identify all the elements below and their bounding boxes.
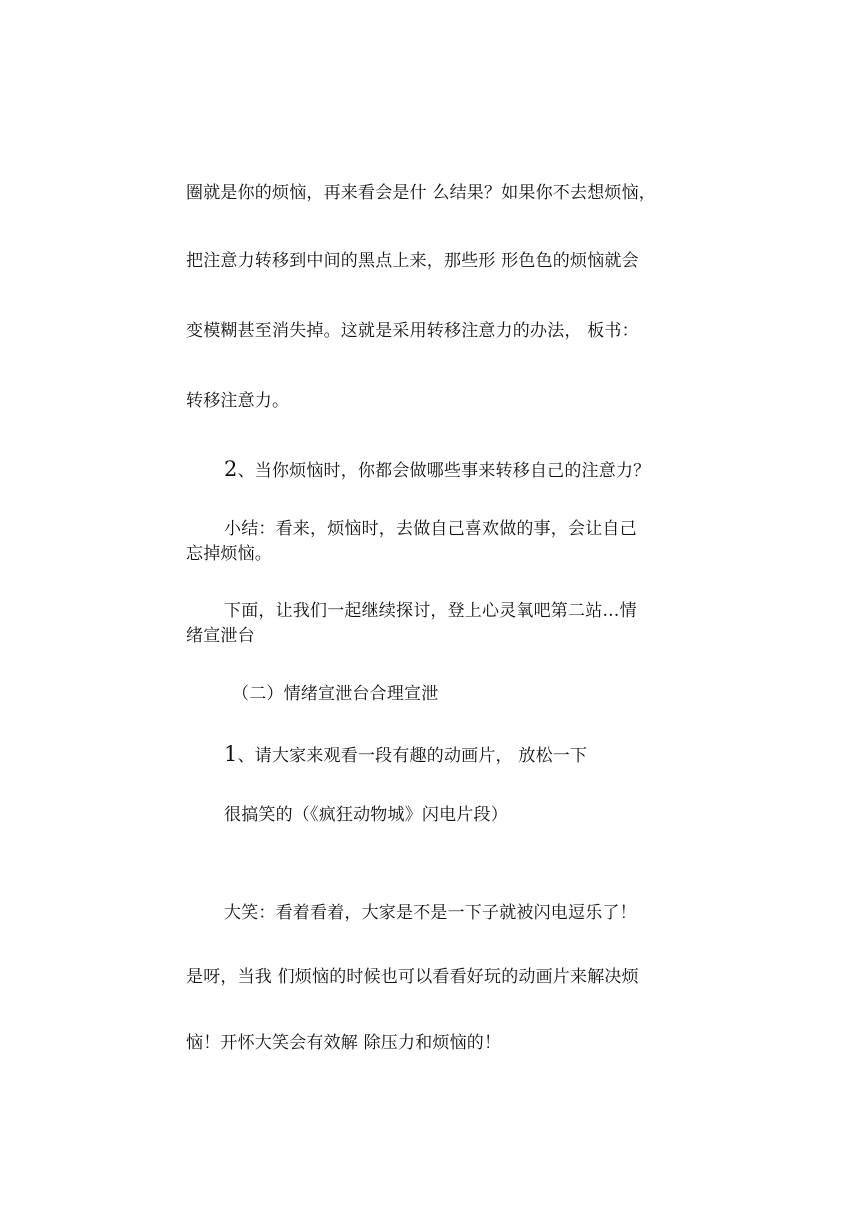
summary-line: 小结：看来，烦恼时，去做自己喜欢做的事，会让自己 bbox=[224, 519, 637, 539]
paragraph-line: 转移注意力。 bbox=[186, 391, 290, 411]
section-heading: （二）情绪宣泄台合理宣泄 bbox=[232, 684, 439, 704]
paragraph-line: 恼！开怀大笑会有效解 除压力和烦恼的！ bbox=[186, 1033, 502, 1053]
question-text: 、当你烦恼时，你都会做哪些事来转移自己的注意力？ bbox=[237, 461, 651, 481]
summary-line: 忘掉烦恼。 bbox=[186, 544, 272, 564]
transition-line: 绪宣泄台 bbox=[186, 626, 255, 646]
question-number: 2 bbox=[224, 457, 238, 481]
clip-note: 很搞笑的（《疯狂动物城》闪电片段） bbox=[224, 805, 508, 825]
transition-line: 下面，让我们一起继续探讨，登上心灵氧吧第二站…情 bbox=[224, 601, 637, 621]
question-text: 、请大家来观看一段有趣的动画片， 放松一下 bbox=[237, 746, 588, 766]
question-2 bbox=[224, 458, 650, 482]
paragraph-line: 圈就是你的烦恼，再来看会是什 么结果？如果你不去想烦恼， bbox=[186, 183, 657, 203]
paragraph-line: 变模糊甚至消失掉。这就是采用转移注意力的办法， 板书： bbox=[186, 321, 639, 341]
paragraph-line: 大笑：看着看着，大家是不是一下子就被闪电逗乐了！ bbox=[224, 903, 637, 923]
paragraph-line: 把注意力转移到中间的黑点上来，那些形 形色色的烦恼就会 bbox=[186, 251, 639, 271]
paragraph-line: 是呀，当我 们烦恼的时候也可以看看好玩的动画片来解决烦 bbox=[186, 967, 639, 987]
question-number: 1 bbox=[224, 742, 238, 766]
question-1 bbox=[224, 743, 587, 767]
